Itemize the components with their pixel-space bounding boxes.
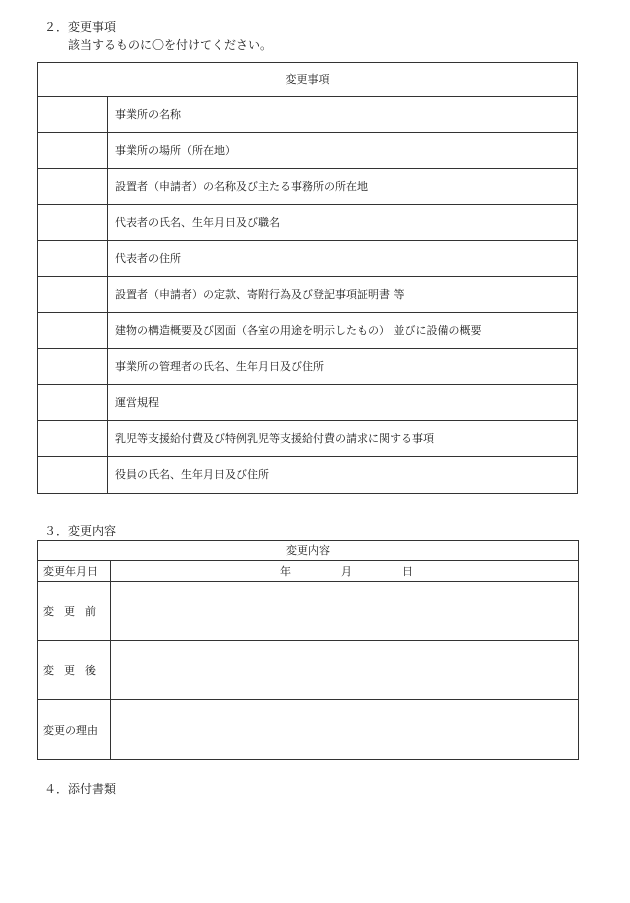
- change-item-check-cell[interactable]: [38, 133, 108, 168]
- change-item-check-cell[interactable]: [38, 457, 108, 493]
- change-item-row: [38, 313, 577, 349]
- day-label: 日: [402, 565, 413, 578]
- after-change-row: [38, 641, 578, 700]
- after-change-field[interactable]: [111, 641, 578, 699]
- change-item-label: 運営規程: [115, 396, 159, 409]
- change-item-check-cell[interactable]: [38, 97, 108, 132]
- change-item-label: 設置者（申請者）の定款、寄附行為及び登記事項証明書 等: [115, 288, 405, 301]
- change-item-row: [38, 277, 577, 313]
- change-item-label: 乳児等支援給付費及び特例乳児等支援給付費の請求に関する事項: [115, 432, 434, 445]
- change-item-row: [38, 349, 577, 385]
- section-2-title: ２．変更事項: [44, 20, 117, 34]
- change-date-field[interactable]: [111, 561, 578, 581]
- change-item-label: 事業所の場所（所在地）: [115, 144, 236, 157]
- section-4-title: ４．添付書類: [44, 782, 117, 796]
- change-item-label: 事業所の管理者の氏名、生年月日及び住所: [115, 360, 324, 373]
- section-3-title: ３．変更内容: [44, 524, 117, 538]
- change-contents-table: [37, 540, 579, 760]
- change-contents-header: 変更内容: [38, 541, 578, 561]
- change-item-row: [38, 169, 577, 205]
- section-2-note: 該当するものに〇を付けてください。: [68, 38, 273, 52]
- change-date-row: [38, 561, 578, 582]
- change-reason-label: 変更の理由: [38, 700, 111, 759]
- change-item-row: [38, 205, 577, 241]
- change-item-row: [38, 97, 577, 133]
- change-item-label: 事業所の名称: [115, 108, 181, 121]
- change-item-check-cell[interactable]: [38, 421, 108, 456]
- before-change-label: 変更前: [43, 605, 106, 618]
- change-item-check-cell[interactable]: [38, 385, 108, 420]
- change-date-label: 変更年月日: [38, 561, 111, 581]
- change-items-header: 変更事項: [38, 63, 577, 97]
- change-item-check-cell[interactable]: [38, 349, 108, 384]
- month-label: 月: [341, 565, 352, 578]
- change-items-table: [37, 62, 578, 494]
- change-item-check-cell[interactable]: [38, 313, 108, 348]
- change-item-label: 代表者の住所: [115, 252, 181, 265]
- change-item-check-cell[interactable]: [38, 169, 108, 204]
- change-item-row: [38, 457, 577, 493]
- change-reason-row: [38, 700, 578, 759]
- year-label: 年: [280, 565, 291, 578]
- change-item-check-cell[interactable]: [38, 241, 108, 276]
- change-item-label: 建物の構造概要及び図面（各室の用途を明示したもの） 並びに設備の概要: [115, 324, 482, 337]
- change-item-label: 設置者（申請者）の名称及び主たる事務所の所在地: [115, 180, 368, 193]
- change-reason-field[interactable]: [111, 700, 578, 759]
- change-item-row: [38, 385, 577, 421]
- change-item-check-cell[interactable]: [38, 205, 108, 240]
- before-change-row: [38, 582, 578, 641]
- change-item-check-cell[interactable]: [38, 277, 108, 312]
- after-change-label: 変更後: [43, 664, 106, 677]
- before-change-field[interactable]: [111, 582, 578, 640]
- change-item-row: [38, 241, 577, 277]
- change-item-label: 代表者の氏名、生年月日及び職名: [115, 216, 280, 229]
- change-item-row: [38, 421, 577, 457]
- change-item-row: [38, 133, 577, 169]
- change-item-label: 役員の氏名、生年月日及び住所: [115, 468, 269, 481]
